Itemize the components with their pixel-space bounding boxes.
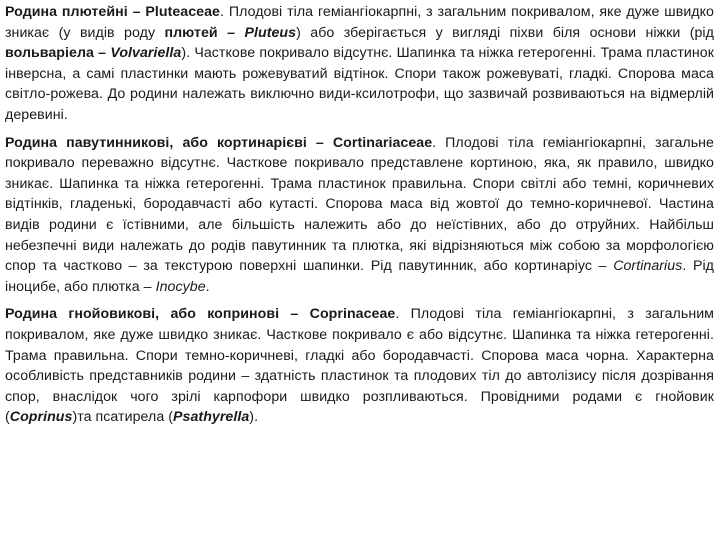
text-run: )та псатирела ( xyxy=(72,409,174,426)
paragraph-cortinariaceae xyxy=(5,133,714,298)
family-heading: Родина павутинникові, або кортинарієві – Cortinariaceae xyxy=(5,134,433,151)
genus-latin-name: Pluteus xyxy=(244,24,297,41)
genus-name: плютей – xyxy=(164,24,245,41)
family-heading: Родина гнойовикові, або копринові – Coprinaceae xyxy=(5,306,396,323)
genus-latin-name: Inocybe xyxy=(155,278,206,295)
text-run: ) або зберігається у вигляді піхви біля основи ніжки (рід xyxy=(296,24,714,41)
genus-latin-name: Volvariella xyxy=(110,45,182,62)
genus-latin-name: Cortinarius xyxy=(613,258,683,275)
text-run: ). Часткове покривало відсутнє. Шапинка та ніжка гетерогенні. Трама пластинок інверсна, а самі пластинки мають рожевуватий відтінок. Спори також рожевуваті, гладкі. Спорова маса світло-рожева. До родини належать виключно види-ксилотрофи, що зазвичай розвиваються на відмерлій деревині. xyxy=(5,45,714,123)
text-run: . Плодові тіла геміангіокарпні, з загальним покривалом, яке дуже швидко зникає (у видів роду xyxy=(5,4,714,41)
text-run: . Плодові тіла геміангіокарпні, з загальним покривалом, яке дуже швидко зникає. Часткове покривало є або відсутнє. Шапинка та ніжка гетерогенні. Трама правильна. Спори темно-коричневі, гладкі або бородавчасті. Спорова маса чорна. Характерна особливість представників родини – здатність пластинок та плодових тіл до автолізису після дозрівання спор, внаслідок чого зрілі карпофори швидко розпливаються. Провідними родами є гнойовик ( xyxy=(5,306,714,426)
text-run: . Плодові тіла геміангіокарпні, загальне покривало переважно відсутнє. Часткове покривало представлене кортиною, яка, як правило, швидко зникає. Шапинка та ніжка гетерогенні. Трама пластинок правильна. Спори світлі або темні, коричневих відтінків, гладенькі, бородавчасті або кутасті. Спорова маса від жовтої до темно-коричневої. Частина видів родини є їстівними, але більшість належить або до неїстівних, або до отруйних. Найбільш небезпечні види належать до родів павутинник та плютка, які відрізняються між собою за морфологією спор та частково – за текстурою поверхні шапинки. Рід павутинник, або кортинаріус – xyxy=(5,134,714,275)
text-run: . Рід іноцибе, або плютка – xyxy=(5,258,715,295)
paragraph-pluteaceae xyxy=(5,2,714,126)
text-run: . xyxy=(205,278,210,295)
genus-latin-name: Coprinus xyxy=(9,409,73,426)
paragraph-coprinaceae xyxy=(5,304,714,428)
text-run: ). xyxy=(249,409,259,426)
family-heading: Родина плютейні – Pluteaceae xyxy=(5,4,220,20)
genus-latin-name: Psathyrella xyxy=(173,409,250,426)
genus-name: вольваріела – xyxy=(5,45,111,62)
